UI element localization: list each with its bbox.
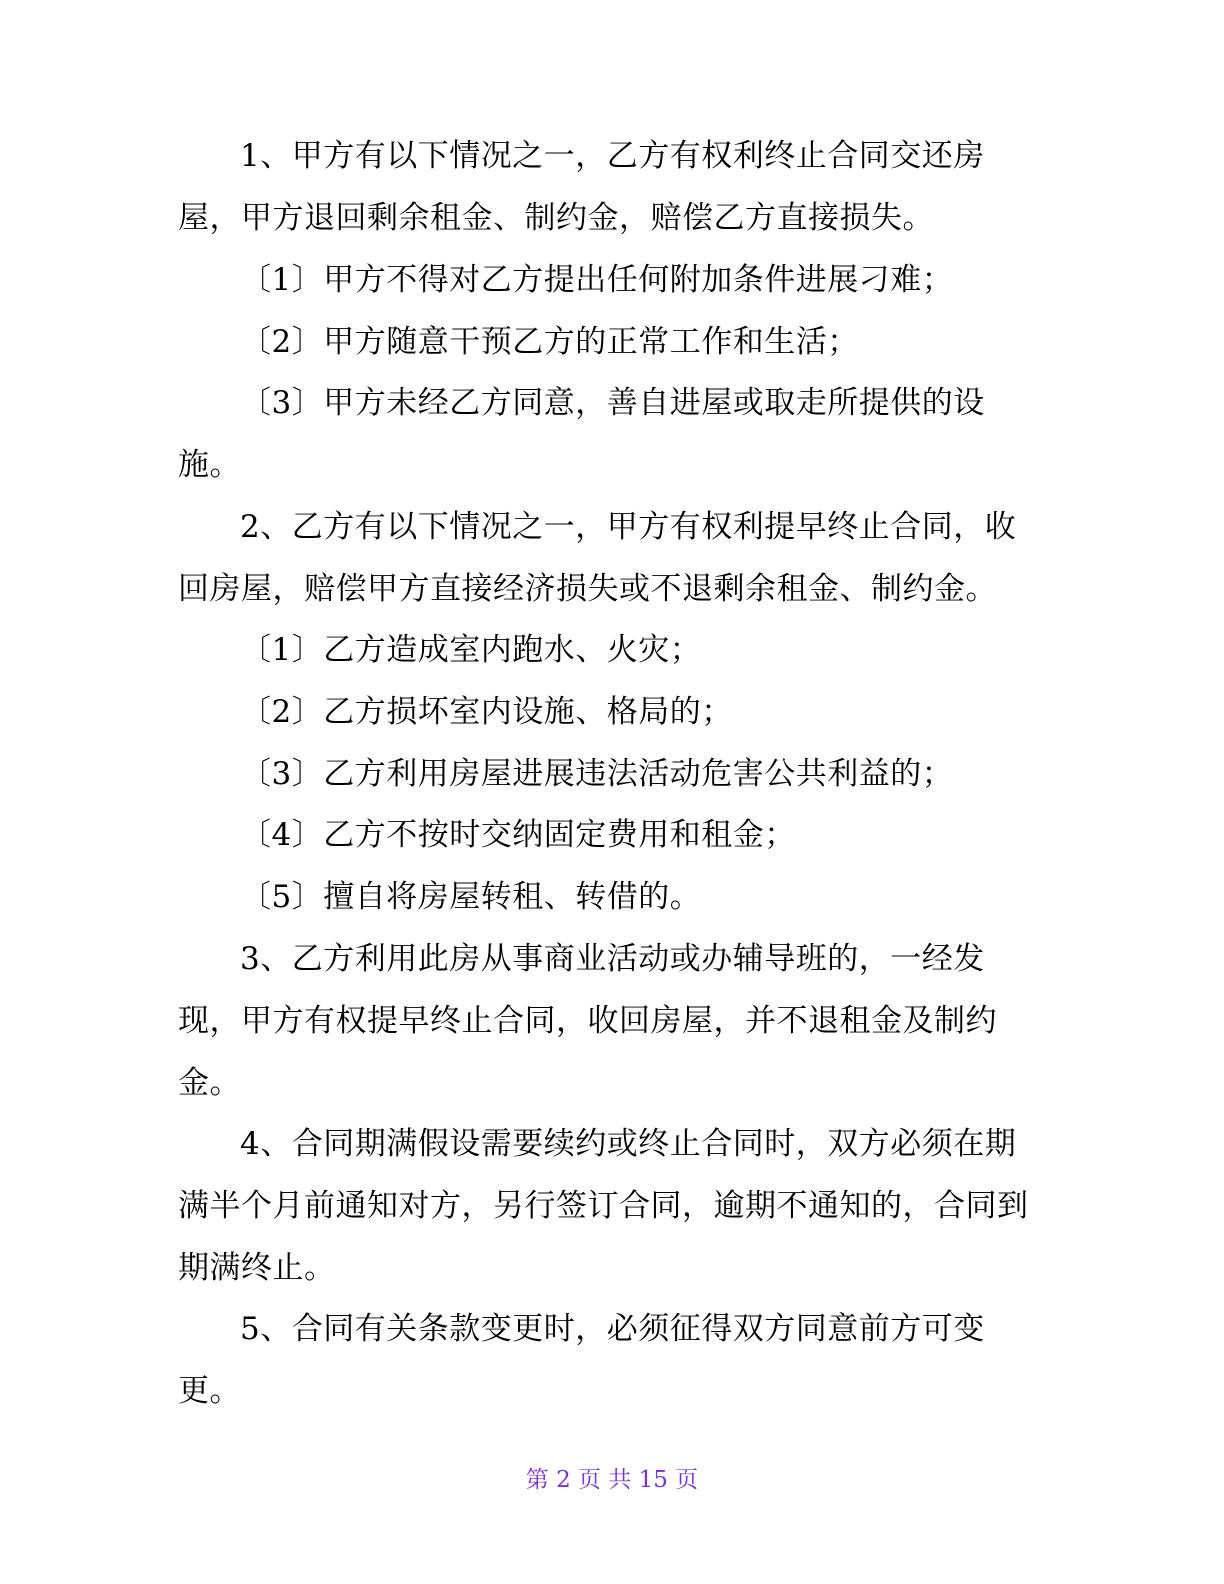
clause-4-line-2: 满半个月前通知对方，另行签订合同，逾期不通知的，合同到 <box>178 1188 1029 1224</box>
clause-2-item-1: 〔1〕乙方造成室内跑水、火灾； <box>240 632 702 668</box>
clause-1-item-1: 〔1〕甲方不得对乙方提出任何附加条件进展刁难； <box>240 262 954 298</box>
clause-2-item-5: 〔5〕擅自将房屋转租、转借的。 <box>240 879 702 915</box>
clause-4-line-3: 期满终止。 <box>178 1250 336 1286</box>
clause-1-item-2: 〔2〕甲方随意干预乙方的正常工作和生活； <box>240 324 859 360</box>
clause-2-item-2: 〔2〕乙方损坏室内设施、格局的； <box>240 694 733 730</box>
clause-2-line-2: 回房屋，赔偿甲方直接经济损失或不退剩余租金、制约金。 <box>178 571 997 607</box>
clause-1-item-3-line-2: 施。 <box>178 447 241 483</box>
clause-1-line-1: 1、甲方有以下情况之一，乙方有权利终止合同交还房 <box>240 138 985 174</box>
clause-3-line-2: 现，甲方有权提早终止合同，收回房屋，并不退租金及制约 <box>178 1003 997 1039</box>
clause-1-line-2: 屋，甲方退回剩余租金、制约金，赔偿乙方直接损失。 <box>178 200 934 236</box>
clause-5-line-2: 更。 <box>178 1373 241 1409</box>
clause-2-line-1: 2、乙方有以下情况之一，甲方有权利提早终止合同，收 <box>240 509 1017 545</box>
page-number-footer: 第 2 页 共 15 页 <box>525 1467 699 1493</box>
clause-3-line-3: 金。 <box>178 1065 241 1101</box>
clause-1-item-3-line-1: 〔3〕甲方未经乙方同意，善自进屋或取走所提供的设 <box>240 385 985 421</box>
clause-4-line-1: 4、合同期满假设需要续约或终止合同时，双方必须在期 <box>240 1126 1017 1162</box>
clause-2-item-4: 〔4〕乙方不按时交纳固定费用和租金； <box>240 817 796 853</box>
clause-2-item-3: 〔3〕乙方利用房屋进展违法活动危害公共利益的； <box>240 756 954 792</box>
clause-3-line-1: 3、乙方利用此房从事商业活动或办辅导班的，一经发 <box>240 941 985 977</box>
clause-5-line-1: 5、合同有关条款变更时，必须征得双方同意前方可变 <box>240 1311 985 1347</box>
